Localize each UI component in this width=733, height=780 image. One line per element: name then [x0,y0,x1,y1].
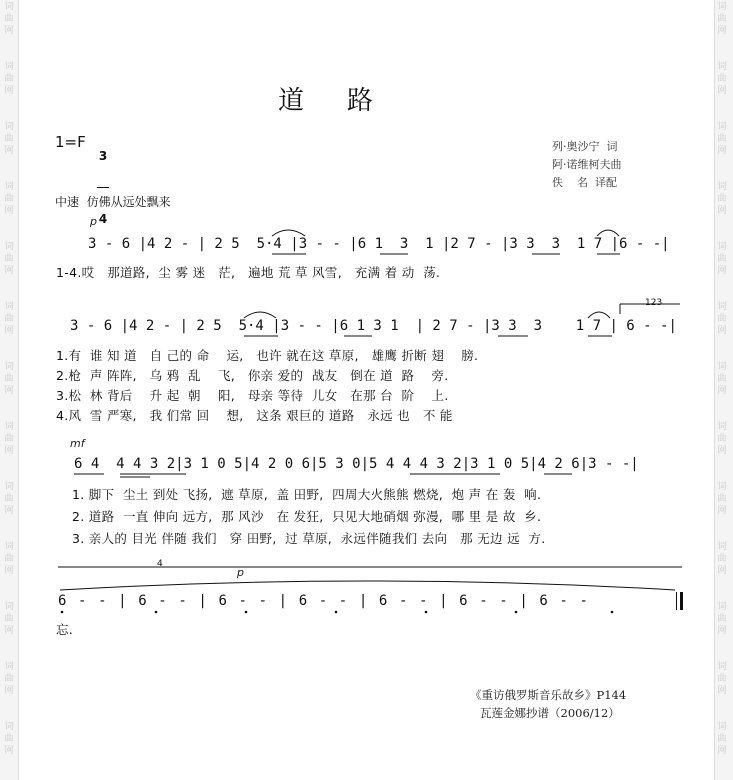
watermark-char: 曲 [717,614,727,624]
watermark-char: 曲 [717,74,727,84]
watermark-char: 网 [717,206,727,216]
watermark-char: 词 [717,62,727,72]
watermark-char: 词 [4,602,14,612]
watermark-char: 词 [4,182,14,192]
source-book: 《重访俄罗斯音乐故乡》P144 [470,688,627,702]
tempo-marking: 中速 仿佛从远处飘来 [55,195,171,209]
lyric-line-1: 1-4.哎 那道路, 尘 雾 迷 茫, 遍地 荒 草 风雪, 充满 着 动 荡. [56,265,441,280]
watermark-char: 网 [717,746,727,756]
credit-translator: 佚 名 译配 [552,176,617,189]
watermark-char: 网 [717,326,727,336]
lyric-verse-1: 1.有 谁 知 道 自 己的 命 运, 也许 就在这 草原, 雄鹰 折断 翅 膀. [56,348,479,363]
watermark-char: 词 [717,542,727,552]
watermark-char: 词 [717,362,727,372]
watermark-char: 网 [4,86,14,96]
watermark-char: 曲 [4,254,14,264]
watermark-char: 网 [717,566,727,576]
watermark-char: 曲 [717,254,727,264]
watermark-char: 词 [4,422,14,432]
watermark-char: 网 [717,386,727,396]
notation-line-1: 3 - 6 |4 2 - | 2 5 5·4 |3 - - |6 1 3 1 |2 7 - |3 3 3 1 7 |6 - -| [88,236,670,252]
watermark-char: 词 [717,662,727,672]
slur-mark [597,230,619,236]
watermark-char: 曲 [717,434,727,444]
watermark-char: 曲 [4,134,14,144]
watermark-char: 曲 [4,374,14,384]
watermark-char: 曲 [717,14,727,24]
watermark-char: 词 [4,2,14,12]
watermark-char: 曲 [4,674,14,684]
notation-line-4: 6 - - | 6 - - | 6 - - | 6 - - | 6 - - | 6 - - | 6 - - [58,593,590,609]
notation-line-3: 6 4 4 4 3 2|3 1 0 5|4 2 0 6|5 3 0|5 4 4 4 3 2|3 1 0 5|4 2 6|3 - -| [74,456,639,472]
lyric-chorus-3: 3. 亲人的 目光 伴随 我们 穿 田野, 过 草原, 永远伴随我们 去向 那 无边 远 方. [72,531,546,546]
watermark-char: 曲 [4,14,14,24]
watermark-char: 网 [4,386,14,396]
slur-mark [272,230,305,236]
watermark-char: 网 [717,146,727,156]
watermark-char: 网 [717,626,727,636]
watermark-char: 网 [717,446,727,456]
watermark-char: 词 [4,722,14,732]
watermark-char: 曲 [4,314,14,324]
watermark-char: 词 [717,482,727,492]
watermark-char: 词 [4,302,14,312]
watermark-char: 曲 [4,614,14,624]
lyric-chorus-1: 1. 脚下 尘土 到处 飞扬, 遮 草原, 盖 田野, 四周大火熊熊 燃烧, 炮 声 在 轰 响. [72,487,542,502]
watermark-char: 网 [4,326,14,336]
watermark-char: 词 [717,422,727,432]
watermark-char: 曲 [717,374,727,384]
credit-lyricist: 列·奥沙宁 词 [552,140,618,153]
watermark-char: 曲 [717,674,727,684]
watermark-char: 曲 [717,314,727,324]
watermark-char: 词 [4,242,14,252]
watermark-char: 曲 [717,494,727,504]
lyric-verse-2: 2.枪 声 阵阵, 乌 鸦 乱 飞, 你亲 爱的 战友 倒在 道 路 旁. [56,368,449,383]
watermark-char: 词 [4,542,14,552]
watermark-char: 网 [4,26,14,36]
watermark-char: 曲 [4,74,14,84]
watermark-char: 词 [717,242,727,252]
watermark-char: 网 [4,506,14,516]
lyric-ending: 忘. [56,622,74,637]
watermark-char: 词 [4,62,14,72]
volta-4-label: 4 [157,559,163,569]
slur-mark [244,312,276,318]
watermark-char: 曲 [717,194,727,204]
watermark-char: 词 [717,602,727,612]
watermark-char: 网 [4,686,14,696]
watermark-char: 曲 [4,494,14,504]
watermark-char: 曲 [717,554,727,564]
watermark-char: 曲 [717,134,727,144]
watermark-char: 曲 [4,434,14,444]
slur-mark [588,312,610,318]
time-sig-bottom: 4 [98,212,108,226]
watermark-char: 网 [4,566,14,576]
watermark-char: 词 [4,482,14,492]
watermark-char: 词 [717,2,727,12]
lyric-verse-3: 3.松 林 背后 升 起 朝 阳, 母亲 等待 儿女 在那 台 阶 上. [56,388,449,403]
watermark-char: 网 [717,686,727,696]
dynamic-p-ending: p [237,566,244,579]
watermark-char: 词 [717,182,727,192]
watermark-char: 曲 [4,554,14,564]
watermark-char: 网 [4,746,14,756]
watermark-char: 词 [4,362,14,372]
watermark-char: 网 [4,206,14,216]
watermark-char: 网 [717,506,727,516]
watermark-char: 词 [717,302,727,312]
watermark-char: 词 [4,662,14,672]
watermark-char: 网 [717,266,727,276]
time-sig-top: 3 [98,149,108,163]
credit-composer: 阿·诺维柯夫曲 [552,158,622,171]
watermark-char: 网 [4,446,14,456]
key-signature: 1=F [55,133,86,151]
volta-label: 123 [645,298,663,308]
watermark-char: 网 [4,146,14,156]
source-copyist: 瓦莲金娜抄谱（2006/12） [480,706,620,720]
watermark-char: 曲 [4,734,14,744]
dynamic-mf: mf [70,437,85,450]
watermark-char: 网 [4,266,14,276]
tie-mark [60,581,675,590]
watermark-char: 词 [4,122,14,132]
notation-line-2: 3 - 6 |4 2 - | 2 5 5·4 |3 - - |6 1 3 1 | 2 7 - |3 3 3 1 7 | 6 - -| [70,318,677,334]
watermark-char: 曲 [4,194,14,204]
dynamic-p: p [90,215,97,228]
lyric-chorus-2: 2. 道路 一直 伸向 远方, 那 风沙 在 发狂, 只见大地硝烟 弥漫, 哪 里 是 故 乡. [72,509,542,524]
watermark-char: 词 [717,722,727,732]
watermark-char: 网 [4,626,14,636]
lyric-verse-4: 4.风 雪 严寒, 我 们常 回 想, 这条 艰巨的 道路 永远 也 不 能 [56,408,453,423]
watermark-char: 网 [717,86,727,96]
watermark-char: 词 [717,122,727,132]
watermark-char: 曲 [717,734,727,744]
song-title: 道 路 [278,86,376,116]
watermark-char: 网 [717,26,727,36]
